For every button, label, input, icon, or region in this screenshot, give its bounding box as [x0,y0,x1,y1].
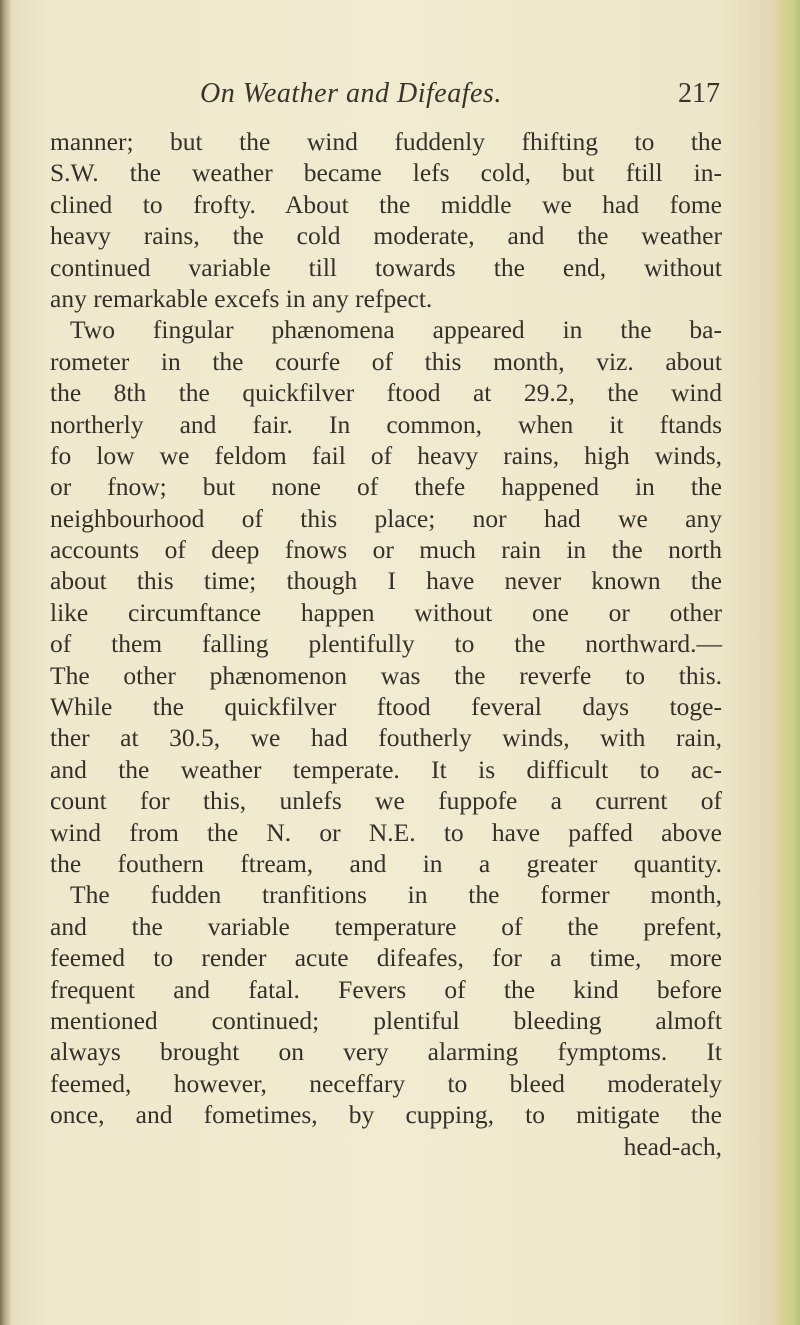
text-line: manner; but the wind fuddenly fhifting to the [50,127,722,156]
text-line: S.W. the weather became lefs cold, but ftill in- [50,158,722,188]
text-line: feemed to render acute difeafes, for a time, more [50,943,722,973]
text-line: of them falling plentifully to the northward.— [50,629,722,659]
page-number: 217 [678,78,720,109]
text-line: Two fingular phænomena appeared in the ba- [70,315,722,345]
catchword: head-ach, [623,1131,722,1161]
text-line: fo low we feldom fail of heavy rains, high winds, [50,440,722,470]
text-line: or fnow; but none of thefe happened in the [50,472,722,502]
text-line: and the weather temperate. It is difficult to ac- [50,754,722,784]
text-line: clined to frofty. About the middle we had fome [50,189,722,219]
text-line: any remarkable excefs in any refpect. [50,283,433,313]
text-line: mentioned continued; plentiful bleeding almoft [50,1005,722,1035]
text-line: accounts of deep fnows or much rain in the north [50,535,722,565]
text-line: ther at 30.5, we had foutherly winds, with rain, [50,723,722,753]
gutter-shadow [0,0,12,1325]
text-line: wind from the N. or N.E. to have paffed above [50,817,722,847]
running-title: On Weather and Difeafes. [200,78,502,109]
text-line: always brought on very alarming fymptoms. It [50,1037,722,1067]
text-line: the 8th the quickfilver ftood at 29.2, the wind [50,378,722,408]
text-line: While the quickfilver ftood feveral days toge- [50,692,722,722]
text-line: feemed, however, neceffary to bleed moderately [50,1068,722,1098]
text-line: about this time; though I have never known the [50,566,722,596]
text-line: once, and fometimes, by cupping, to mitigate the [50,1100,722,1130]
text-line: like circumftance happen without one or other [50,597,722,627]
page-edge [772,0,800,1325]
body-text [50,126,722,1162]
text-line: the fouthern ftream, and in a greater quantity. [50,848,722,878]
text-line: and the variable temperature of the prefent, [50,911,722,941]
text-line: continued variable till towards the end, without [50,252,722,282]
text-line: count for this, unlefs we fuppofe a current of [50,786,722,816]
text-line: neighbourhood of this place; nor had we any [50,503,722,533]
text-line: The fudden tranfitions in the former month, [70,880,722,910]
page-header [200,78,720,118]
text-line: The other phænomenon was the reverfe to this. [50,660,722,690]
text-line: frequent and fatal. Fevers of the kind before [50,974,722,1004]
text-line: rometer in the courfe of this month, viz. about [50,346,722,376]
text-line: heavy rains, the cold moderate, and the weather [50,221,722,251]
text-line: northerly and fair. In common, when it ftands [50,409,722,439]
